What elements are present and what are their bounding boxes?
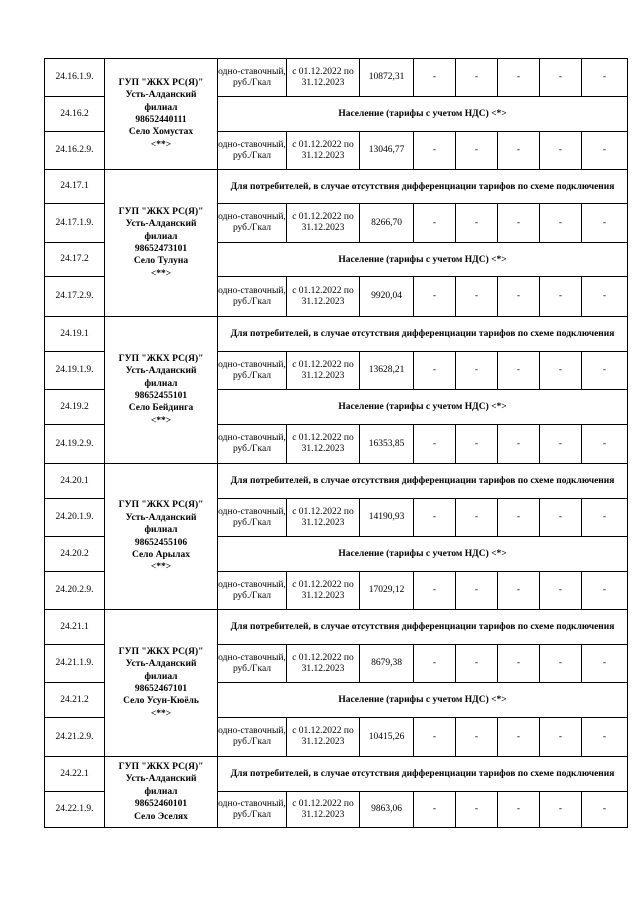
consumer-header: Для потребителей, в случае отсутствия дифференциации тарифов по схеме подключения (218, 757, 628, 792)
empty-dash: - (414, 792, 456, 828)
table-row (45, 170, 628, 204)
tariff-period: с 01.12.2022 по 31.12.2023 (287, 792, 360, 828)
empty-dash: - (540, 59, 582, 97)
empty-dash: - (498, 792, 540, 828)
empty-dash: - (414, 718, 456, 757)
population-header: Население (тарифы с учетом НДС) <*> (218, 390, 628, 425)
empty-dash: - (582, 277, 628, 317)
org-line: 98652467101 (134, 684, 188, 694)
tariff-value: 16353,85 (360, 425, 414, 464)
org-line: Усть-Алданский (125, 512, 197, 523)
row-code: 24.20.1 (45, 464, 105, 499)
empty-dash: - (414, 499, 456, 537)
org-line: филиал (144, 671, 178, 682)
org-line: 98652460101 (134, 799, 188, 810)
empty-dash: - (540, 499, 582, 537)
row-code: 24.17.1.9. (45, 204, 105, 243)
empty-dash: - (498, 132, 540, 170)
empty-dash: - (540, 572, 582, 610)
tariff-unit: одно-ставочный, руб./Гкал (218, 645, 287, 683)
empty-dash: - (414, 132, 456, 170)
row-code: 24.20.2.9. (45, 572, 105, 610)
row-code: 24.19.2 (45, 390, 105, 425)
empty-dash: - (414, 572, 456, 610)
org-line: <**> (150, 708, 172, 719)
empty-dash: - (582, 499, 628, 537)
org-line: Село Эселях (134, 811, 188, 822)
tariff-value: 9920,04 (360, 277, 414, 317)
org-line: <**> (150, 268, 172, 279)
org-line: ГУП "ЖКХ РС(Я)" (118, 206, 204, 217)
empty-dash: - (498, 645, 540, 683)
empty-dash: - (498, 425, 540, 464)
empty-dash: - (456, 718, 498, 757)
empty-dash: - (498, 352, 540, 390)
row-code: 24.20.2 (45, 537, 105, 572)
empty-dash: - (540, 277, 582, 317)
tariff-value: 8266,70 (360, 204, 414, 243)
empty-dash: - (582, 792, 628, 828)
empty-dash: - (540, 718, 582, 757)
row-code: 24.16.2.9. (45, 132, 105, 170)
empty-dash: - (456, 425, 498, 464)
empty-dash: - (540, 352, 582, 390)
tariff-unit: одно-ставочный, руб./Гкал (218, 792, 287, 828)
tariff-period: с 01.12.2022 по 31.12.2023 (287, 499, 360, 537)
row-code: 24.21.2 (45, 683, 105, 718)
tariff-unit: одно-ставочный, руб./Гкал (218, 718, 287, 757)
tariff-unit: одно-ставочный, руб./Гкал (218, 352, 287, 390)
table-row (45, 757, 628, 792)
empty-dash: - (540, 645, 582, 683)
table-row (45, 59, 628, 97)
org-line: 98652440111 (135, 115, 187, 125)
empty-dash: - (414, 645, 456, 683)
population-header: Население (тарифы с учетом НДС) <*> (218, 683, 628, 718)
tariff-value: 8679,38 (360, 645, 414, 683)
empty-dash: - (498, 59, 540, 97)
tariff-period: с 01.12.2022 по 31.12.2023 (287, 425, 360, 464)
org-line: ГУП "ЖКХ РС(Я)" (118, 77, 204, 88)
org-line: филиал (144, 231, 178, 242)
tariff-value: 14190,93 (360, 499, 414, 537)
empty-dash: - (582, 132, 628, 170)
tariff-period: с 01.12.2022 по 31.12.2023 (287, 59, 360, 97)
org-line: Усть-Алданский (125, 90, 197, 101)
org-cell (105, 59, 218, 170)
org-line: Усть-Алданский (125, 219, 197, 230)
empty-dash: - (582, 572, 628, 610)
org-line: Село Арылах (131, 549, 191, 560)
org-line: филиал (144, 378, 178, 389)
consumer-header: Для потребителей, в случае отсутствия дифференциации тарифов по схеме подключения (218, 464, 628, 499)
empty-dash: - (498, 499, 540, 537)
row-code: 24.21.2.9. (45, 718, 105, 757)
org-line: 98652455106 (134, 537, 188, 548)
org-line: ГУП "ЖКХ РС(Я)" (118, 500, 204, 511)
population-header: Население (тарифы с учетом НДС) <*> (218, 97, 628, 132)
empty-dash: - (498, 718, 540, 757)
empty-dash: - (582, 425, 628, 464)
tariff-unit: одно-ставочный, руб./Гкал (218, 572, 287, 610)
org-line: Село Бейдинга (128, 403, 194, 414)
row-code: 24.22.1 (45, 757, 105, 792)
empty-dash: - (540, 792, 582, 828)
org-line: 98652455101 (134, 391, 188, 401)
org-cell (105, 170, 218, 317)
tariff-period: с 01.12.2022 по 31.12.2023 (287, 277, 360, 317)
org-line: Село Хомустах (128, 127, 194, 138)
tariff-unit: одно-ставочный, руб./Гкал (218, 132, 287, 170)
tariff-period: с 01.12.2022 по 31.12.2023 (287, 132, 360, 170)
empty-dash: - (456, 499, 498, 537)
empty-dash: - (414, 277, 456, 317)
tariff-period: с 01.12.2022 по 31.12.2023 (287, 204, 360, 243)
org-line: ГУП "ЖКХ РС(Я)" (118, 353, 204, 364)
tariff-period: с 01.12.2022 по 31.12.2023 (287, 718, 360, 757)
org-line: филиал (144, 786, 178, 797)
row-code: 24.17.1 (45, 170, 105, 204)
empty-dash: - (498, 572, 540, 610)
tariff-table (44, 58, 628, 828)
org-line: 98652473101 (134, 244, 188, 254)
org-line: <**> (150, 562, 172, 573)
org-cell (105, 610, 218, 757)
org-line: ГУП "ЖКХ РС(Я)" (118, 761, 204, 772)
tariff-value: 10872,31 (360, 59, 414, 97)
empty-dash: - (414, 204, 456, 243)
org-cell (105, 757, 218, 828)
empty-dash: - (540, 132, 582, 170)
empty-dash: - (456, 132, 498, 170)
row-code: 24.16.2 (45, 97, 105, 132)
row-code: 24.17.2.9. (45, 277, 105, 317)
empty-dash: - (456, 204, 498, 243)
tariff-unit: одно-ставочный, руб./Гкал (218, 499, 287, 537)
table-row (45, 610, 628, 645)
table-row (45, 317, 628, 352)
tariff-unit: одно-ставочный, руб./Гкал (218, 425, 287, 464)
empty-dash: - (498, 277, 540, 317)
tariff-value: 10415,26 (360, 718, 414, 757)
empty-dash: - (582, 645, 628, 683)
consumer-header: Для потребителей, в случае отсутствия дифференциации тарифов по схеме подключения (218, 170, 628, 204)
empty-dash: - (456, 645, 498, 683)
row-code: 24.19.2.9. (45, 425, 105, 464)
empty-dash: - (582, 352, 628, 390)
org-line: <**> (150, 139, 172, 150)
empty-dash: - (498, 204, 540, 243)
empty-dash: - (456, 277, 498, 317)
row-code: 24.22.1.9. (45, 792, 105, 828)
tariff-value: 13046,77 (360, 132, 414, 170)
empty-dash: - (582, 718, 628, 757)
org-cell (105, 317, 218, 464)
empty-dash: - (582, 59, 628, 97)
tariff-value: 17029,12 (360, 572, 414, 610)
empty-dash: - (414, 352, 456, 390)
row-code: 24.17.2 (45, 243, 105, 277)
row-code: 24.20.1.9. (45, 499, 105, 537)
empty-dash: - (582, 204, 628, 243)
empty-dash: - (456, 59, 498, 97)
tariff-unit: одно-ставочный, руб./Гкал (218, 204, 287, 243)
org-line: Усть-Алданский (125, 774, 197, 785)
org-line: Село Тулуна (133, 256, 189, 267)
empty-dash: - (456, 352, 498, 390)
tariff-value: 13628,21 (360, 352, 414, 390)
row-code: 24.16.1.9. (45, 59, 105, 97)
org-line: <**> (150, 415, 172, 426)
population-header: Население (тарифы с учетом НДС) <*> (218, 243, 628, 277)
row-code: 24.19.1.9. (45, 352, 105, 390)
empty-dash: - (414, 425, 456, 464)
table-row (45, 464, 628, 499)
empty-dash: - (540, 204, 582, 243)
tariff-unit: одно-ставочный, руб./Гкал (218, 277, 287, 317)
tariff-period: с 01.12.2022 по 31.12.2023 (287, 572, 360, 610)
consumer-header: Для потребителей, в случае отсутствия дифференциации тарифов по схеме подключения (218, 317, 628, 352)
empty-dash: - (540, 425, 582, 464)
org-line: филиал (144, 525, 178, 536)
row-code: 24.21.1.9. (45, 645, 105, 683)
org-cell (105, 464, 218, 610)
consumer-header: Для потребителей, в случае отсутствия дифференциации тарифов по схеме подключения (218, 610, 628, 645)
row-code: 24.19.1 (45, 317, 105, 352)
tariff-unit: одно-ставочный, руб./Гкал (218, 59, 287, 97)
org-line: Усть-Алданский (125, 366, 197, 377)
empty-dash: - (414, 59, 456, 97)
empty-dash: - (456, 572, 498, 610)
org-line: ГУП "ЖКХ РС(Я)" (118, 646, 204, 657)
org-line: Усть-Алданский (125, 659, 197, 670)
tariff-value: 9863,06 (360, 792, 414, 828)
population-header: Население (тарифы с учетом НДС) <*> (218, 537, 628, 572)
row-code: 24.21.1 (45, 610, 105, 645)
empty-dash: - (456, 792, 498, 828)
tariff-period: с 01.12.2022 по 31.12.2023 (287, 645, 360, 683)
org-line: Село Усун-Кюёль (123, 696, 199, 707)
tariff-period: с 01.12.2022 по 31.12.2023 (287, 352, 360, 390)
org-line: филиал (144, 102, 178, 113)
